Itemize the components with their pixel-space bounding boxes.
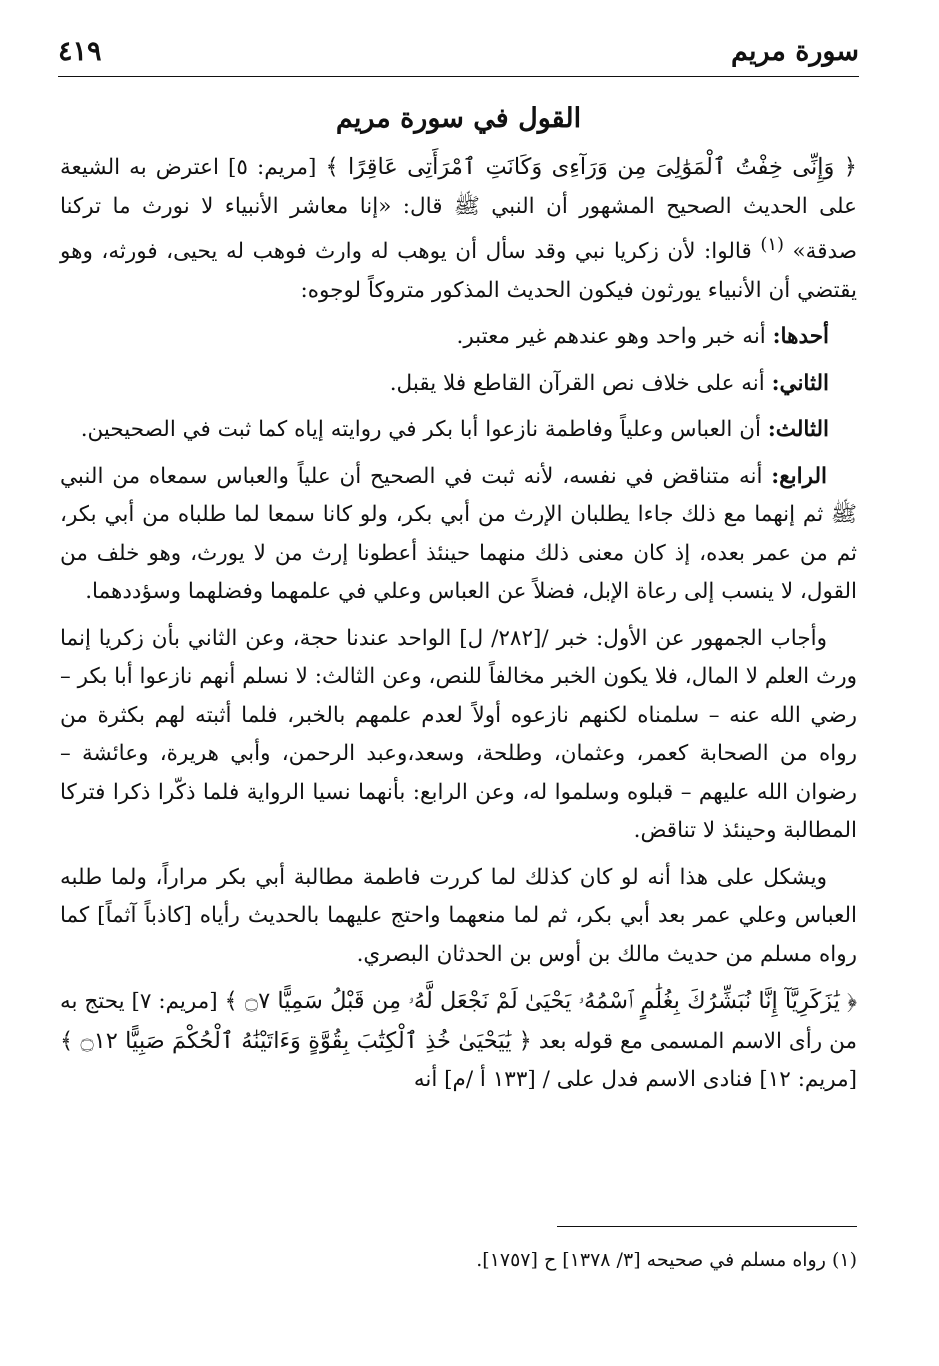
point-label: الثالث: — [767, 417, 829, 443]
running-header — [58, 26, 859, 77]
paragraph-text: قالوا: لأن زكريا نبي وقد سأل أن يوهب له وارث فوهب له يحيى، فورثه، وهو يقتضي أن الأنبياء يورثون فيكون الحديث المذكور متروكاً لوجوه: — [60, 239, 857, 303]
quran-verse: ﴿ وَإِنِّى خِفْتُ ٱلْمَوَٰلِىَ مِن وَرَآءِى وَكَانَتِ ٱمْرَأَتِى عَاقِرًا ﴾ — [325, 154, 857, 180]
point-second — [60, 365, 857, 404]
point-third — [60, 411, 857, 450]
surah-name: سورة مريم — [731, 35, 859, 67]
point-label: أحدها: — [772, 324, 829, 350]
paragraph-text: [مريم: ١٢] فنادى الاسم فدل على / [١٣٣ أ /م] أنه — [413, 1067, 857, 1093]
footnote-marker: (١) — [760, 234, 784, 255]
point-text: أنه خبر واحد وهو عندهم غير معتبر. — [456, 324, 766, 350]
paragraph-text: [مريم: ٧] يحتج به من رأى الاسم المسمى مع قوله بعد — [60, 989, 857, 1054]
page-number: ٤١٩ — [58, 35, 102, 67]
paragraph-text: اعترض به الشيعة على الحديث الصحيح المشهور أن النبي ﷺ قال: «إنا معاشر الأنبياء لا نورث ما تركنا صدقة» — [60, 155, 858, 265]
footnote: (١) رواه مسلم في صحيحه [٣/ ١٣٧٨] ح [١٧٥٧]. — [476, 1249, 857, 1271]
point-text: أنه متناقض في نفسه، لأنه ثبت في الصحيح أن علياً والعباس سمعاه من النبي ﷺ ثم إنهما مع ذلك جاءا يطلبان الإرث من أبي بكر، ولو كانا سمعا لما طلباه من أبي بكر، ثم من عمر بعده، إذ كان معنى ذلك منهما حينئذ أعطونا إرث من لا يورث، وهو خلف من القول، لا ينسب إلى رعاة الإبل، فضلاً عن العباس وعلي في علمهما وفضلهما وسؤددهما. — [60, 463, 857, 605]
paragraph-objection: ويشكل على هذا أنه لو كان كذلك لما كررت فاطمة مطالبة أبي بكر مراراً، ولما طلبه العباس وعلي عمر بعد أبي بكر، ثم لما منعهما واحتج عليهما بالحديث رأياه [كاذباً آثماً] كما رواه مسلم من حديث مالك بن أوس بن الحدثان البصري. — [60, 864, 857, 967]
verse-reference: [مريم: ٥] — [228, 155, 317, 180]
paragraph-answers: وأجاب الجمهور عن الأول: خبر /[٢٨٢/ ل] الواحد عندنا حجة، وعن الثاني بأن زكريا إنما ورث العلم لا المال، فلا يكون الخبر مخالفاً للنص، وعن الثالث: لا نسلم أنهم نازعوا أبا بكر – رضي الله عنه – سلمناه لكنهم نازعوه أولاً لعدم علمهم بالخبر، فلما أثبته لهم بكثرة من رواه من الصحابة كعمر، وعثمان، وطلحة، وسعد،وعبد الرحمن، وأبي هريرة، وعائشة – رضوان الله عليهم – قبلوه وسلموا له، وعن الرابع: بأنهما نسيا الرواية فلما ذكّرا ذكرا فتركا المطالبة وحينئذ لا تناقض. — [60, 625, 857, 844]
quran-verse: ﴿ يَٰزَكَرِيَّآ إِنَّا نُبَشِّرُكَ بِغُلَٰمٍ ٱسْمُهُۥ يَحْيَىٰ لَمْ نَجْعَل لَّهُۥ مِن قَبْلُ سَمِيًّا ۝٧ ﴾ — [224, 988, 858, 1015]
point-text: أنه على خلاف نص القرآن القاطع فلا يقبل. — [389, 370, 765, 396]
quran-verse: ﴿ يَٰيَحْيَىٰ خُذِ ٱلْكِتَٰبَ بِقُوَّةٍ وَءَاتَيْنَٰهُ ٱلْحُكْمَ صَبِيًّا ۝١٢ ﴾ — [60, 1027, 532, 1054]
main-text — [60, 148, 857, 1108]
point-label: الرابع: — [771, 463, 828, 489]
point-first — [60, 318, 857, 357]
point-label: الثاني: — [771, 370, 829, 396]
chapter-title: القول في سورة مريم — [335, 103, 582, 134]
point-fourth — [60, 458, 857, 612]
point-text: أن العباس وعلياً وفاطمة نازعوا أبا بكر في روايته إياه كما ثبت في الصحيحين. — [80, 417, 761, 443]
footnote-divider — [557, 1226, 857, 1227]
paragraph-verse-7 — [60, 982, 857, 1100]
paragraph-1 — [60, 148, 857, 310]
